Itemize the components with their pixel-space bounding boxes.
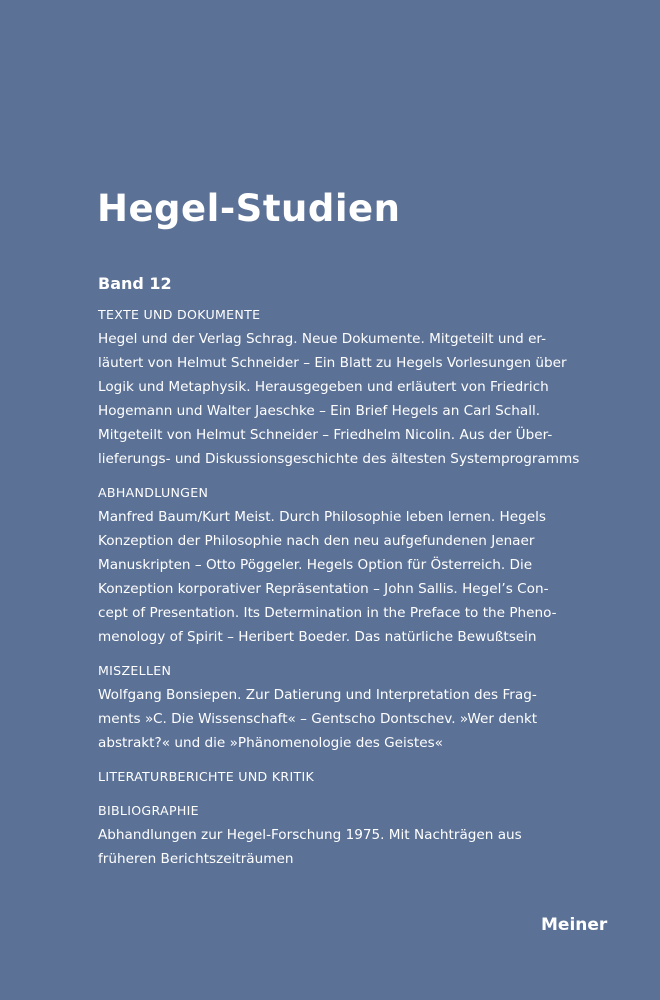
section-line: Abhandlungen zur Hegel-Forschung 1975. Mit Nachträgen aus [98, 827, 522, 843]
section-line: lieferungs- und Diskussionsgeschichte des ältesten Systemprogramms [98, 451, 580, 467]
section-line: menology of Spirit – Heribert Boeder. Das natürliche Bewußtsein [98, 629, 537, 645]
section-heading: ABHANDLUNGEN [98, 485, 209, 500]
book-title: Hegel-Studien [97, 187, 401, 230]
volume-number: Band 12 [98, 274, 172, 293]
section-heading: BIBLIOGRAPHIE [98, 803, 199, 818]
section-line: Logik und Metaphysik. Herausgegeben und erläutert von Friedrich [98, 379, 549, 395]
section-bibliographie [98, 799, 568, 871]
section-miszellen [98, 659, 568, 755]
section-line: Manfred Baum/Kurt Meist. Durch Philosophie leben lernen. Hegels [98, 509, 546, 525]
section-line: früheren Berichtszeiträumen [98, 851, 294, 867]
section-line: abstrakt?« und die »Phänomenologie des Geistes« [98, 735, 443, 751]
table-of-contents [98, 303, 580, 881]
section-line: Hogemann und Walter Jaeschke – Ein Brief Hegels an Carl Schall. [98, 403, 541, 419]
section-line: cept of Presentation. Its Determination in the Preface to the Pheno- [98, 605, 557, 621]
publisher-name: Meiner [541, 915, 608, 935]
section-line: Mitgeteilt von Helmut Schneider – Friedhelm Nicolin. Aus der Über- [98, 427, 553, 443]
section-abhandlungen [98, 481, 568, 649]
section-line: Wolfgang Bonsiepen. Zur Datierung und Interpretation des Frag- [98, 687, 537, 703]
section-line: Konzeption der Philosophie nach den neu aufgefundenen Jenaer [98, 533, 535, 549]
section-texte-und-dokumente [98, 303, 580, 471]
section-line: ments »C. Die Wissenschaft« – Gentscho Dontschev. »Wer denkt [98, 711, 538, 727]
section-heading: MISZELLEN [98, 663, 172, 678]
section-literaturberichte [98, 765, 568, 789]
section-line: läutert von Helmut Schneider – Ein Blatt zu Hegels Vorlesungen über [98, 355, 567, 371]
section-line: Manuskripten – Otto Pöggeler. Hegels Option für Österreich. Die [98, 557, 533, 573]
section-heading: LITERATURBERICHTE UND KRITIK [98, 769, 315, 784]
section-line: Hegel und der Verlag Schrag. Neue Dokumente. Mitgeteilt und er- [98, 331, 547, 347]
section-heading: TEXTE UND DOKUMENTE [98, 307, 261, 322]
section-line: Konzeption korporativer Repräsentation – John Sallis. Hegel’s Con- [98, 581, 549, 597]
